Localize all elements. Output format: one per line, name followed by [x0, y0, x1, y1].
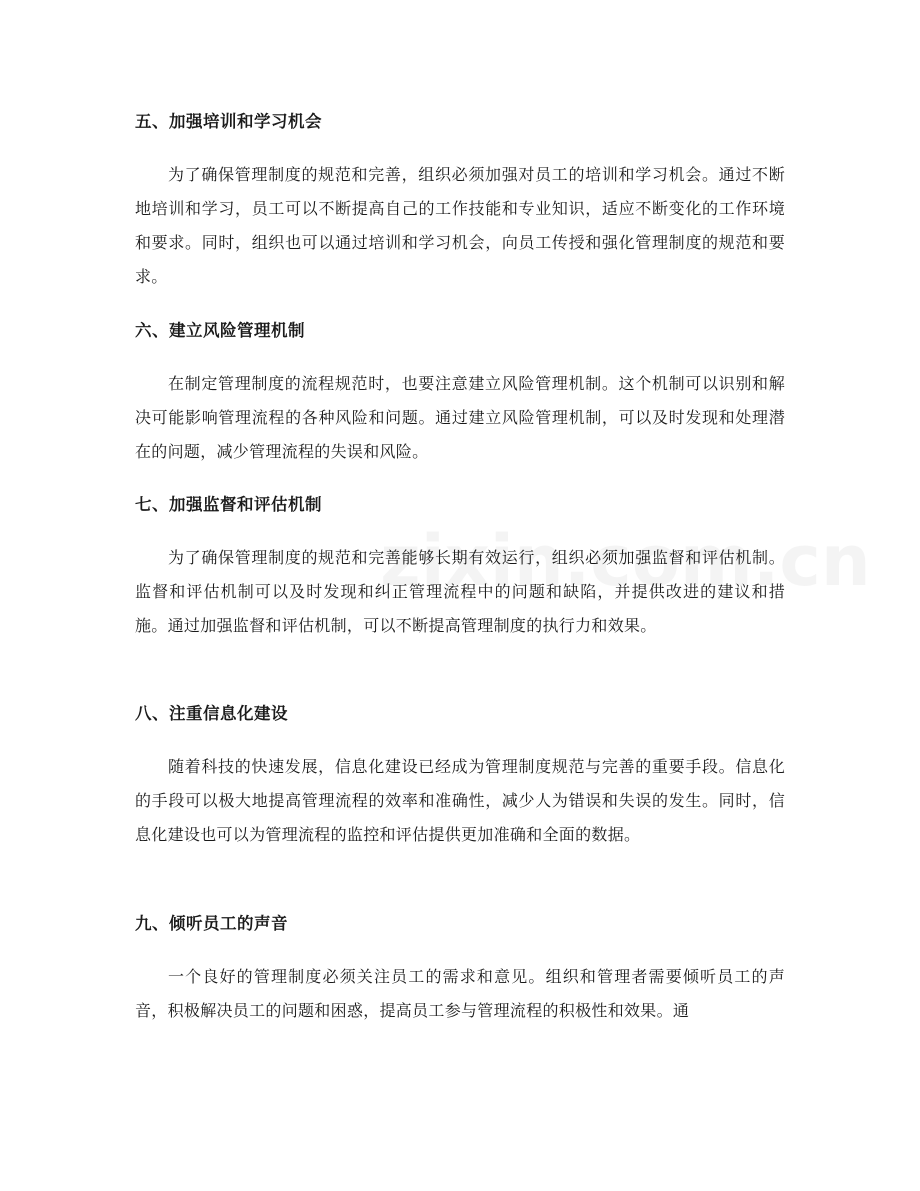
section-heading: 九、倾听员工的声音	[135, 914, 288, 933]
section-heading: 六、建立风险管理机制	[135, 321, 305, 340]
section-paragraph: 随着科技的快速发展，信息化建设已经成为管理制度规范与完善的重要手段。信息化的手段可以极大地提高管理流程的效率和准确性，减少人为错误和失误的发生。同时，信息化建设也可以为管理流程的监控和评估提供更加准确和全面的数据。	[135, 757, 785, 844]
section-9	[135, 913, 785, 1028]
section-heading: 五、加强培训和学习机会	[135, 112, 322, 131]
section-paragraph: 为了确保管理制度的规范和完善能够长期有效运行，组织必须加强监督和评估机制。监督和评估机制可以及时发现和纠正管理流程中的问题和缺陷，并提供改进的建议和措施。通过加强监督和评估机制，可以不断提高管理制度的执行力和效果。	[135, 548, 785, 635]
section-heading: 八、注重信息化建设	[135, 704, 288, 723]
section-5	[135, 111, 785, 294]
section-paragraph: 一个良好的管理制度必须关注员工的需求和意见。组织和管理者需要倾听员工的声音，积极解决员工的问题和困惑，提高员工参与管理流程的积极性和效果。通	[135, 967, 785, 1020]
section-7	[135, 494, 785, 643]
section-8	[135, 703, 785, 852]
section-paragraph: 在制定管理制度的流程规范时，也要注意建立风险管理机制。这个机制可以识别和解决可能影响管理流程的各种风险和问题。通过建立风险管理机制，可以及时发现和处理潜在的问题，减少管理流程的失误和风险。	[135, 374, 785, 461]
section-6	[135, 320, 785, 469]
section-paragraph: 为了确保管理制度的规范和完善，组织必须加强对员工的培训和学习机会。通过不断地培训和学习，员工可以不断提高自己的工作技能和专业知识，适应不断变化的工作环境和要求。同时，组织也可以通过培训和学习机会，向员工传授和强化管理制度的规范和要求。	[135, 165, 785, 286]
section-heading: 七、加强监督和评估机制	[135, 495, 322, 514]
